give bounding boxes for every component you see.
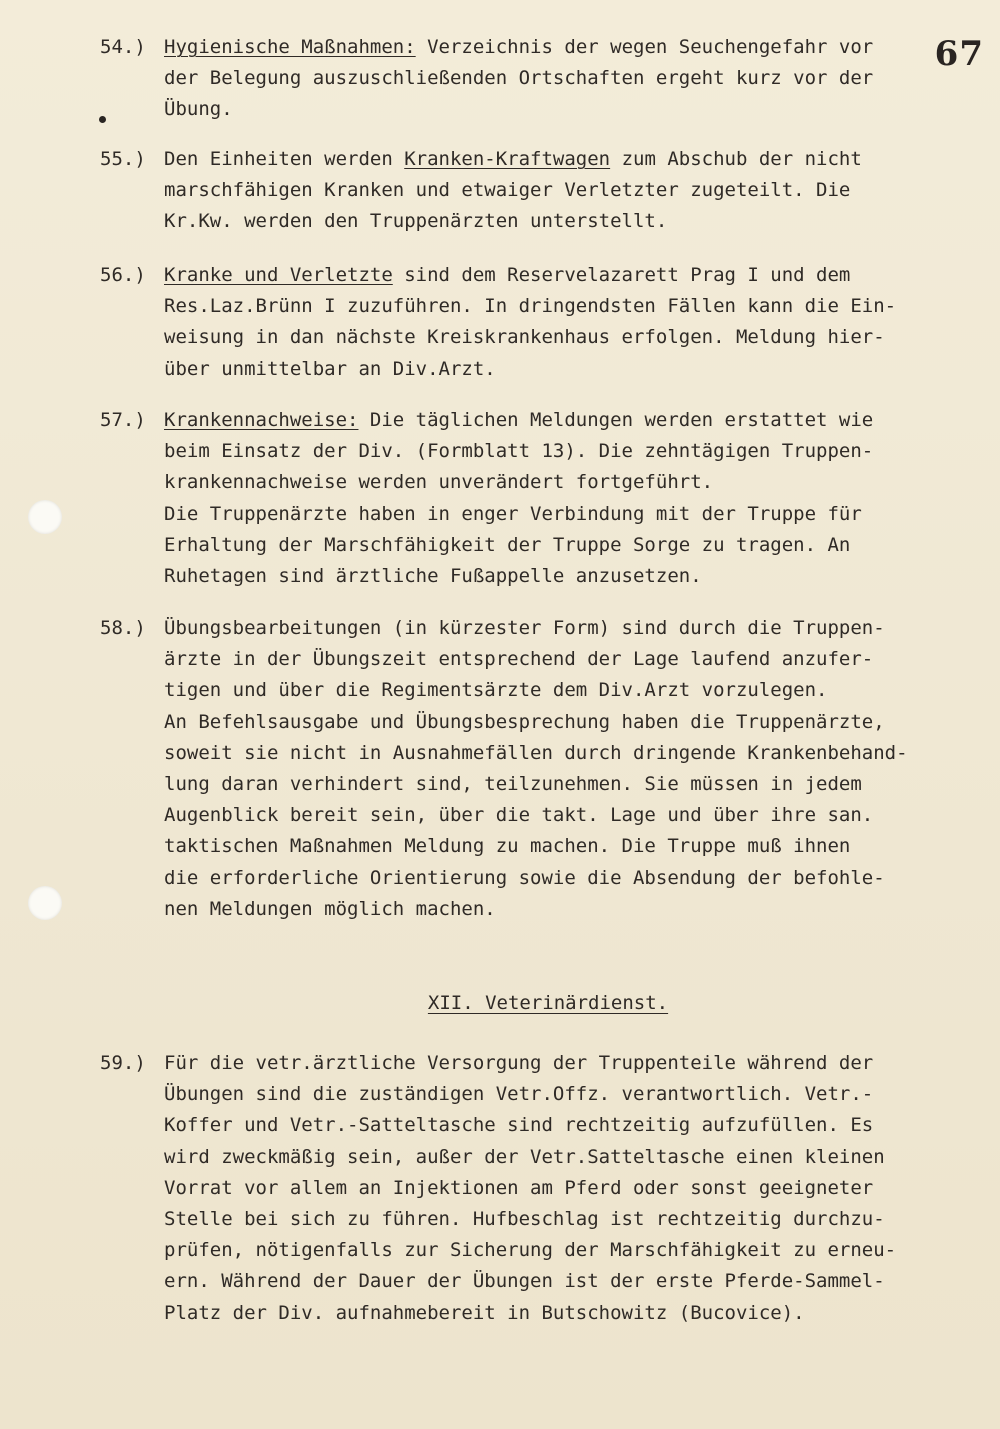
section-heading-veterinary <box>0 988 1000 1019</box>
text-line <box>164 707 970 738</box>
text-segment: der Belegung auszuschließenden Ortschaften ergeht kurz vor der <box>164 67 874 90</box>
text-segment: Verzeichnis der wegen Seuchengefahr vor <box>415 36 874 58</box>
text-line <box>164 561 970 592</box>
text-line <box>164 613 970 644</box>
text-segment: die erforderliche Orientierung sowie die Absendung der befohle- <box>164 866 885 889</box>
section-number: 56.) <box>100 264 146 286</box>
text-segment: wird zweckmäßig sein, außer der Vetr.Satteltasche einen kleinen <box>164 1145 885 1168</box>
section-body <box>164 144 970 238</box>
section-body <box>164 1048 970 1329</box>
text-line <box>164 1079 970 1110</box>
text-segment: Den Einheiten werden <box>164 148 405 170</box>
section-57 <box>100 405 970 592</box>
text-segment: krankennachweise werden unverändert fortgeführt. <box>164 471 714 494</box>
text-line <box>164 144 970 175</box>
section-body <box>164 613 970 925</box>
text-segment: soweit sie nicht in Ausnahmefällen durch dringende Krankenbehand- <box>164 741 908 764</box>
text-line <box>164 291 970 322</box>
text-segment: ärzte in der Übungszeit entsprechend der Lage laufend anzufer- <box>164 648 874 671</box>
text-segment: Ruhetagen sind ärztliche Fußappelle anzusetzen. <box>164 564 702 587</box>
section-number: 55.) <box>100 148 146 170</box>
underlined-term: Krankennachweise: <box>164 409 359 431</box>
text-line <box>164 1266 970 1297</box>
text-line <box>164 467 970 498</box>
text-segment: zum Abschub der nicht <box>610 148 862 170</box>
section-body <box>164 32 970 126</box>
text-line <box>164 644 970 675</box>
section-58 <box>100 613 970 925</box>
text-line <box>164 260 970 291</box>
text-segment: marschfähigen Kranken und etwaiger Verletzter zugeteilt. Die <box>164 179 851 202</box>
section-56 <box>100 260 970 385</box>
text-line <box>164 1142 970 1173</box>
text-line <box>164 863 970 894</box>
text-line <box>164 405 970 436</box>
text-line <box>164 675 970 706</box>
text-segment: Platz der Div. aufnahmebereit in Butschowitz (Bucovice). <box>164 1301 805 1324</box>
text-line <box>164 436 970 467</box>
text-line <box>164 1048 970 1079</box>
text-segment: Stelle bei sich zu führen. Hufbeschlag ist rechtzeitig durchzu- <box>164 1207 885 1230</box>
text-segment: Übung. <box>164 98 233 121</box>
text-line <box>164 499 970 530</box>
text-line <box>164 32 970 63</box>
punch-hole <box>28 500 62 534</box>
text-line <box>164 1298 970 1329</box>
text-segment: Koffer und Vetr.-Satteltasche sind rechtzeitig aufzufüllen. Es <box>164 1114 874 1137</box>
section-55 <box>100 144 970 238</box>
text-segment: tigen und über die Regimentsärzte dem Div.Arzt vorzulegen. <box>164 679 828 702</box>
section-number: 57.) <box>100 409 146 431</box>
section-54 <box>100 32 970 126</box>
text-segment: nen Meldungen möglich machen. <box>164 897 496 920</box>
text-segment: weisung in dan nächste Kreiskrankenhaus erfolgen. Meldung hier- <box>164 326 885 349</box>
text-line <box>164 1235 970 1266</box>
text-line <box>164 354 970 385</box>
underlined-term: Kranken-Kraftwagen <box>404 148 611 170</box>
text-segment: Res.Laz.Brünn I zuzuführen. In dringendsten Fällen kann die Ein- <box>164 295 897 318</box>
underlined-term: Hygienische Maßnahmen: <box>164 36 416 58</box>
section-59 <box>100 1048 970 1329</box>
text-line <box>164 831 970 862</box>
section-body <box>164 405 970 592</box>
text-segment: Für die vetr.ärztliche Versorgung der Truppenteile während der <box>164 1052 874 1074</box>
text-line <box>164 63 970 94</box>
text-line <box>164 894 970 925</box>
punch-hole <box>28 886 62 920</box>
text-segment: Übungen sind die zuständigen Vetr.Offz. verantwortlich. Vetr.- <box>164 1083 874 1106</box>
text-segment: über unmittelbar an Div.Arzt. <box>164 357 496 380</box>
text-line <box>164 738 970 769</box>
text-segment: Kr.Kw. werden den Truppenärzten unterstellt. <box>164 210 668 233</box>
text-segment: Die Truppenärzte haben in enger Verbindung mit der Truppe für <box>164 502 862 525</box>
section-number: 54.) <box>100 36 146 58</box>
text-segment: Übungsbearbeitungen (in kürzester Form) sind durch die Truppen- <box>164 617 885 639</box>
text-line <box>164 1173 970 1204</box>
section-heading-text: XII. Veterinärdienst. <box>427 992 669 1014</box>
text-line <box>164 1204 970 1235</box>
text-segment: An Befehlsausgabe und Übungsbesprechung haben die Truppenärzte, <box>164 710 885 733</box>
text-segment: lung daran verhindert sind, teilzunehmen. Sie müssen in jedem <box>164 772 862 795</box>
text-segment: taktischen Maßnahmen Meldung zu machen. Die Truppe muß ihnen <box>164 835 851 858</box>
text-line <box>164 175 970 206</box>
text-line <box>164 769 970 800</box>
text-segment: Vorrat vor allem an Injektionen am Pferd oder sonst geeigneter <box>164 1176 874 1199</box>
text-line <box>164 530 970 561</box>
text-segment: beim Einsatz der Div. (Formblatt 13). Die zehntägigen Truppen- <box>164 440 874 463</box>
text-segment: prüfen, nötigenfalls zur Sicherung der Marschfähigkeit zu erneu- <box>164 1239 897 1262</box>
text-line <box>164 206 970 237</box>
underlined-term: Kranke und Verletzte <box>164 264 393 286</box>
page-number: 67 <box>934 34 984 74</box>
text-segment: sind dem Reservelazarett Prag I und dem <box>392 264 851 286</box>
text-segment: Die täglichen Meldungen werden erstattet wie <box>358 409 874 431</box>
text-segment: Erhaltung der Marschfähigkeit der Truppe Sorge zu tragen. An <box>164 533 851 556</box>
text-line <box>164 1110 970 1141</box>
text-line <box>164 800 970 831</box>
section-body <box>164 260 970 385</box>
text-line <box>164 94 970 125</box>
section-number: 59.) <box>100 1052 146 1074</box>
text-line <box>164 322 970 353</box>
text-segment: ern. Während der Dauer der Übungen ist der erste Pferde-Sammel- <box>164 1270 885 1293</box>
text-segment: Augenblick bereit sein, über die takt. Lage und über ihre san. <box>164 804 874 827</box>
section-number: 58.) <box>100 617 146 639</box>
